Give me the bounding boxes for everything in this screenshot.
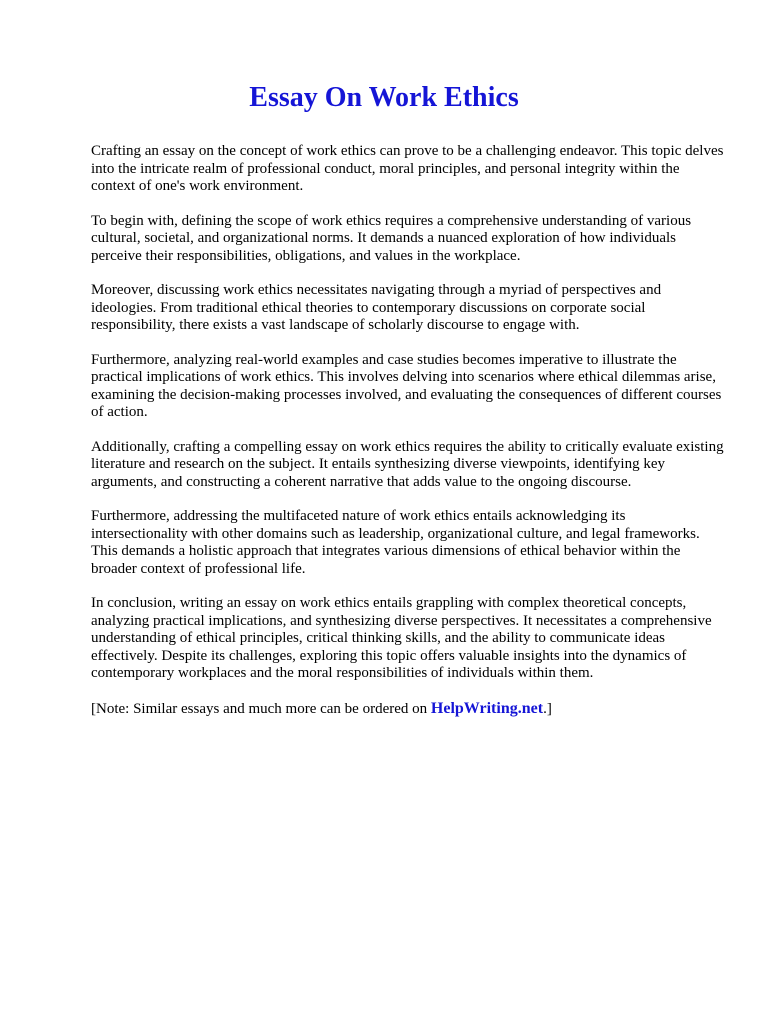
essay-body xyxy=(91,143,724,718)
paragraph-4: Furthermore, analyzing real-world examples and case studies becomes imperative to illustrate the practical implications of work ethics. This involves delving into scenarios where ethical dilemmas arise, examining the decision-making processes involved, and evaluating the consequences of different courses of action. xyxy=(91,351,722,420)
paragraph-2: To begin with, defining the scope of work ethics requires a comprehensive understanding of various cultural, societal, and organizational norms. It demands a nuanced exploration of how individuals perceive their responsibilities, obligations, and values in the workplace. xyxy=(91,212,692,264)
paragraph-1: Crafting an essay on the concept of work ethics can prove to be a challenging endeavor. This topic delves into the intricate realm of professional conduct, moral principles, and personal integrity within the context of one's work environment. xyxy=(91,143,724,194)
paragraph-3: Moreover, discussing work ethics necessitates navigating through a myriad of perspectives and ideologies. From traditional ethical theories to contemporary discussions on corporate social responsibility, there exists a vast landscape of scholarly discourse to engage with. xyxy=(91,282,662,333)
paragraph-6: Furthermore, addressing the multifaceted nature of work ethics entails acknowledging its intersectionality with other domains such as leadership, organizational culture, and legal frameworks. This demands a holistic approach that integrates various dimensions of ethical behavior within the broader context of professional life. xyxy=(91,508,700,577)
helpwriting-link[interactable]: HelpWriting.net xyxy=(430,699,544,717)
order-note xyxy=(91,700,724,719)
note-suffix: .] xyxy=(543,700,552,717)
paragraph-5: Additionally, crafting a compelling essay on work ethics requires the ability to critically evaluate existing literature and research on the subject. It entails synthesizing diverse viewpoints, identifying key arguments, and constructing a coherent narrative that adds value to the ongoing discourse. xyxy=(91,438,724,490)
note-prefix: [Note: Similar essays and much more can be ordered on xyxy=(91,700,431,717)
paragraph-7: In conclusion, writing an essay on work ethics entails grappling with complex theoretical concepts, analyzing practical implications, and synthesizing diverse perspectives. It necessitates a comprehensive understanding of ethical principles, critical thinking skills, and the ability to communicate ideas effectively. Despite its challenges, exploring this topic offers valuable insights into the dynamics of contemporary workplaces and the moral responsibilities of individuals within them. xyxy=(91,595,712,681)
page-title: Essay On Work Ethics xyxy=(249,82,519,113)
